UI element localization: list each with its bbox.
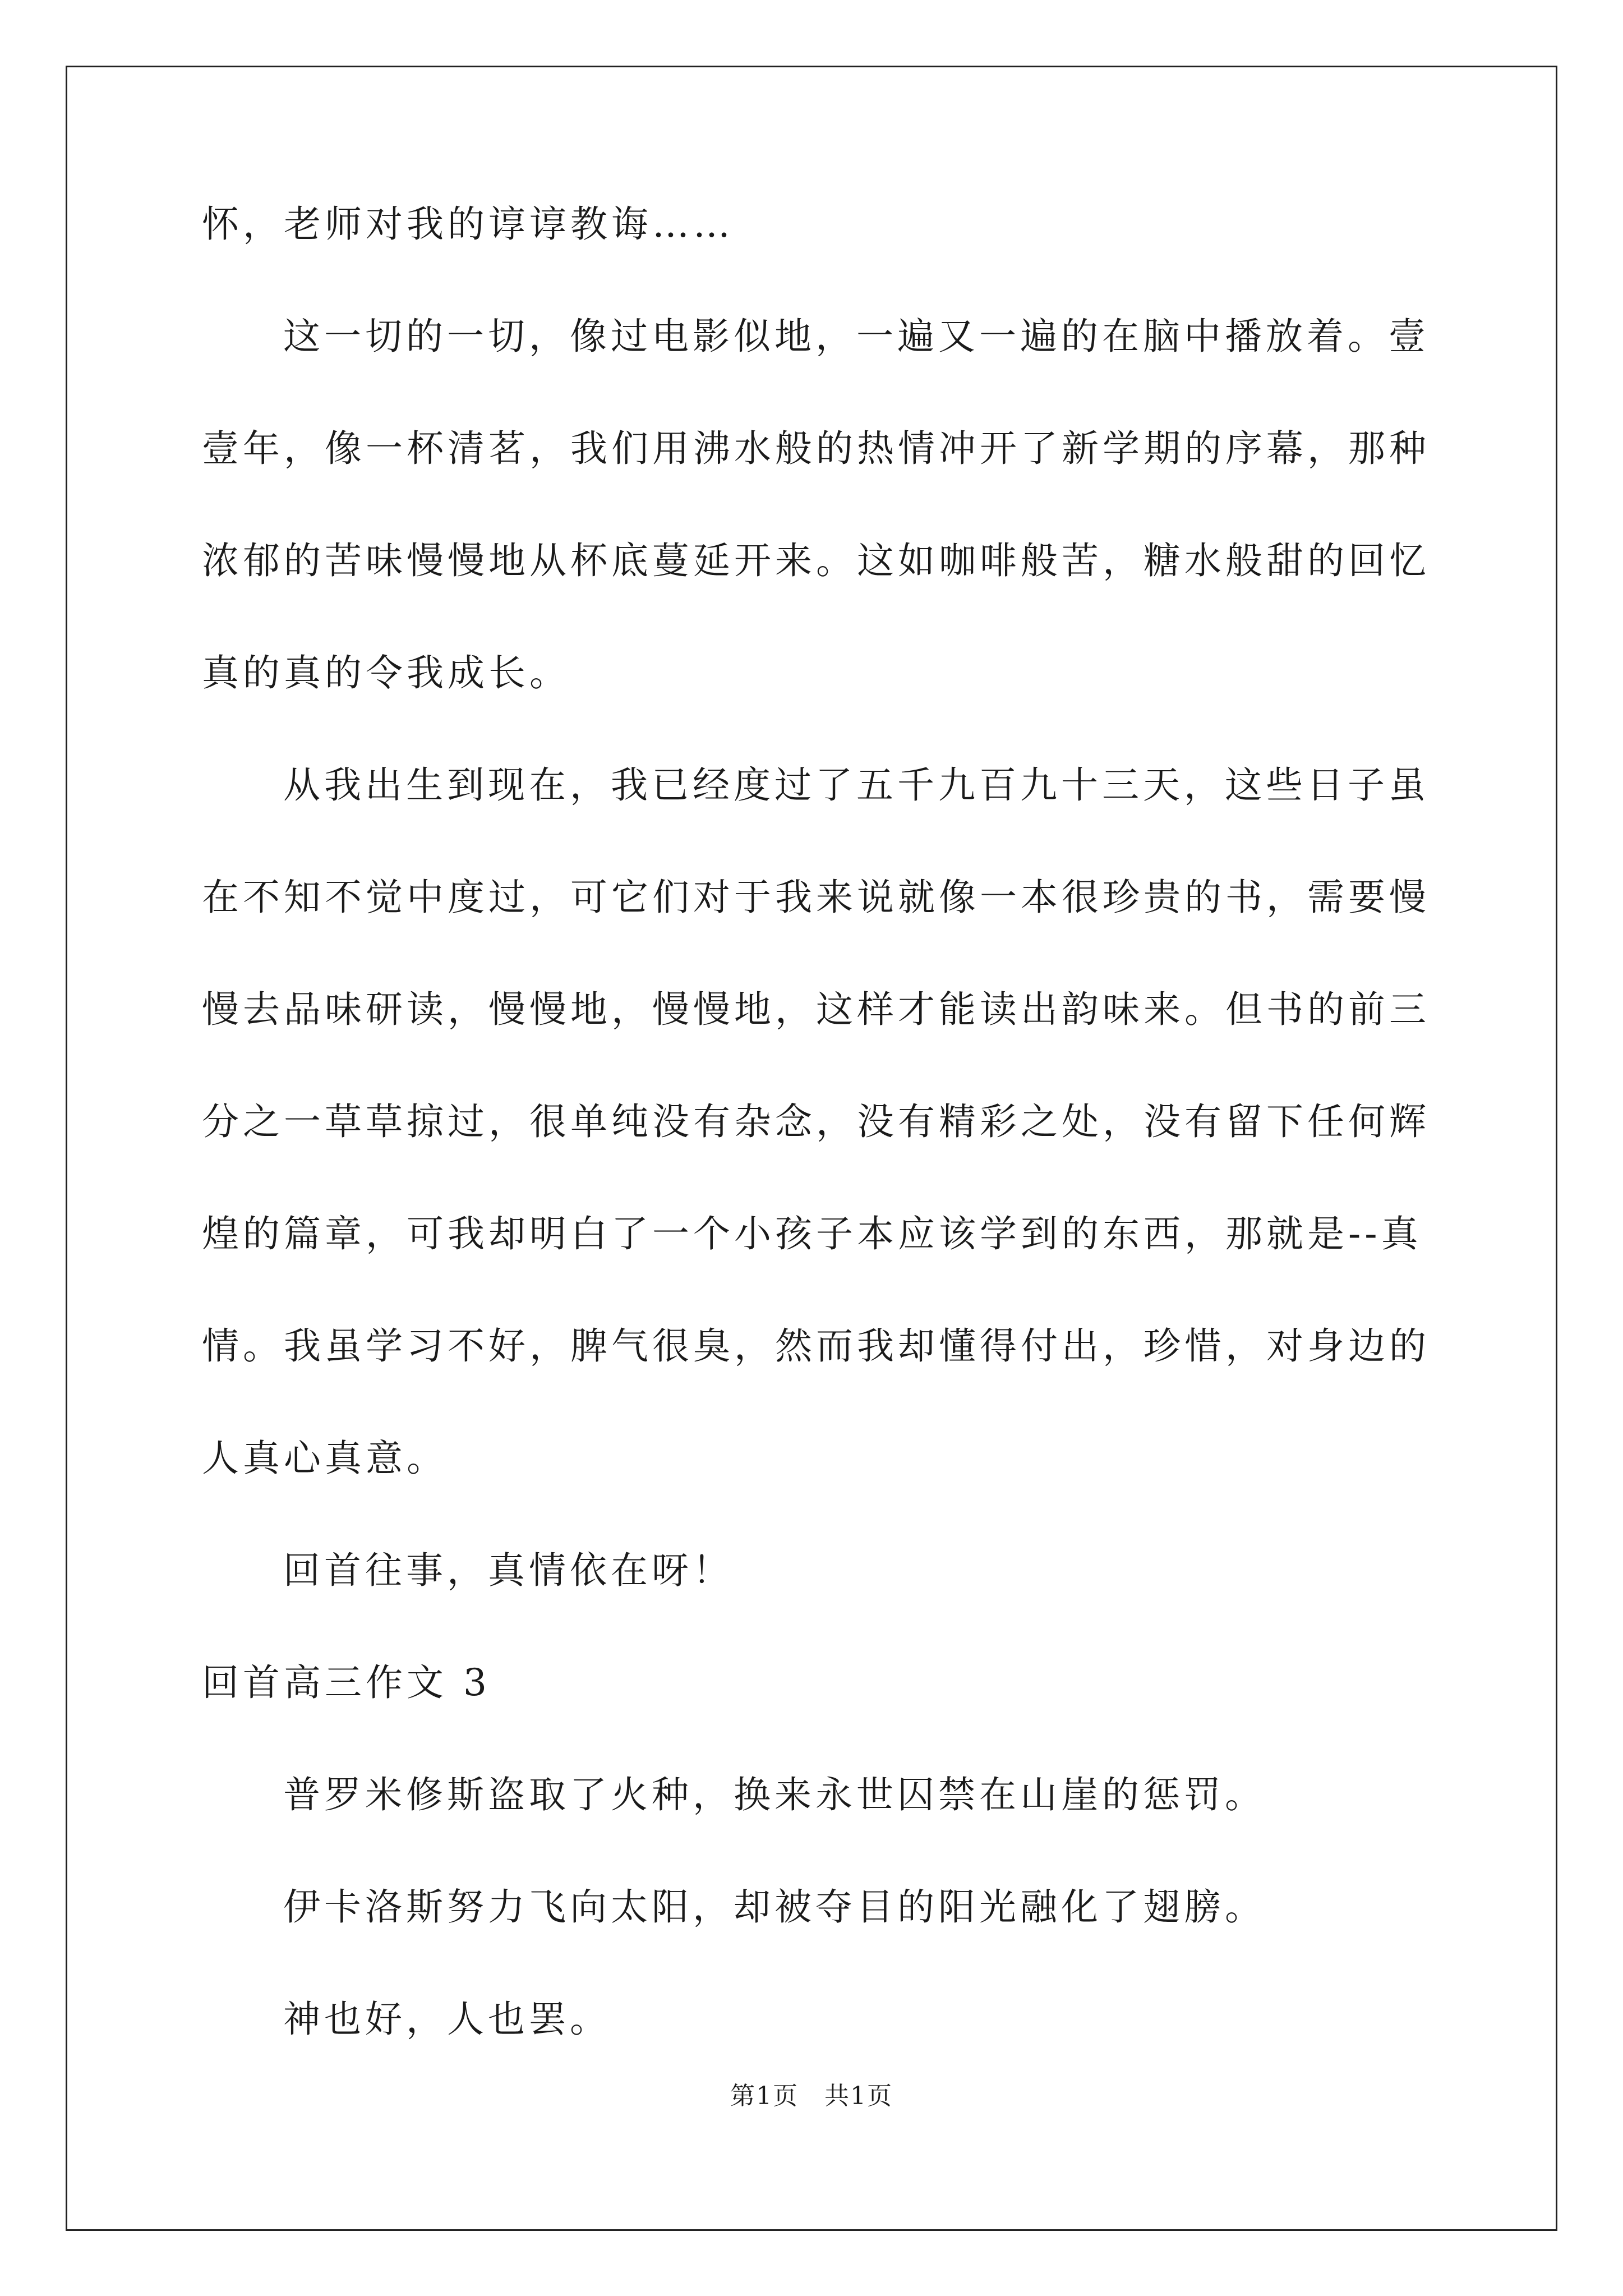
page-footer: 第1页 共1页 — [730, 2082, 893, 2110]
text-line: 壹年，像一杯清茗，我们用沸水般的热情冲开了新学期的序幕，那种 — [202, 427, 1430, 470]
text-line: 人真心真意。 — [202, 1437, 448, 1480]
text-line: 真的真的令我成长。 — [202, 651, 570, 694]
text-line: 怀，老师对我的谆谆教诲…… — [202, 203, 734, 246]
section-heading: 回首高三作文 3 — [202, 1661, 491, 1704]
text-line: 浓郁的苦味慢慢地从杯底蔓延开来。这如咖啡般苦，糖水般甜的回忆 — [202, 539, 1430, 582]
text-line: 在不知不觉中度过，可它们对于我来说就像一本很珍贵的书，需要慢 — [202, 876, 1430, 919]
text-line: 普罗米修斯盗取了火种，换来永世囚禁在山崖的惩罚。 — [283, 1773, 1266, 1816]
text-line: 这一切的一切，像过电影似地，一遍又一遍的在脑中播放着。壹 — [283, 315, 1430, 358]
text-line: 煌的篇章，可我却明白了一个小孩子本应该学到的东西，那就是--真 — [202, 1212, 1422, 1255]
text-line: 回首往事，真情依在呀！ — [283, 1549, 734, 1592]
text-line: 神也好，人也罢。 — [283, 1998, 611, 2041]
text-line: 分之一草草掠过，很单纯没有杂念，没有精彩之处，没有留下任何辉 — [202, 1100, 1430, 1143]
text-line: 从我出生到现在，我已经度过了五千九百九十三天，这些日子虽 — [283, 763, 1430, 807]
text-line: 慢去品味研读，慢慢地，慢慢地，这样才能读出韵味来。但书的前三 — [202, 988, 1430, 1031]
text-line: 情。我虽学习不好，脾气很臭，然而我却懂得付出，珍惜，对身边的 — [202, 1324, 1430, 1368]
text-line: 伊卡洛斯努力飞向太阳，却被夺目的阳光融化了翅膀。 — [283, 1885, 1266, 1929]
document-body — [202, 168, 1430, 2076]
